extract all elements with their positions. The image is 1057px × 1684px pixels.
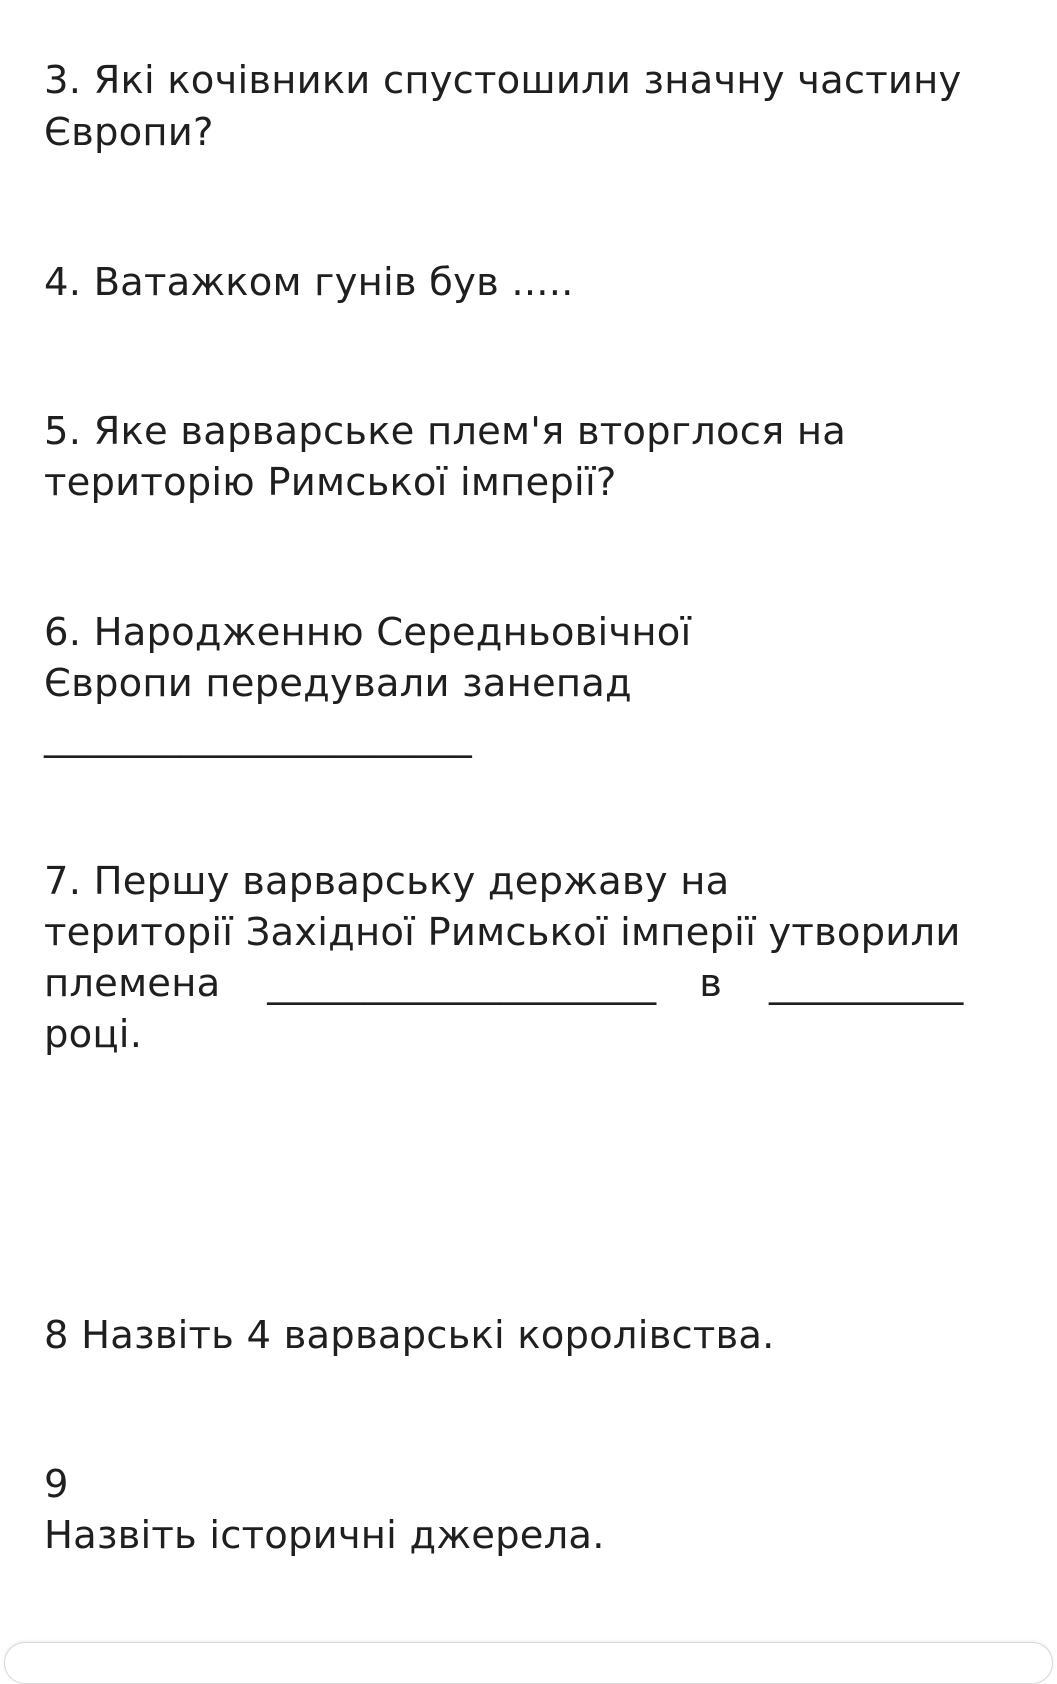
question-4-text: 4. Ватажком гунів був ..... [44, 260, 574, 305]
question-5-line-1: 5. Яке варварське плем'я вторглося на [44, 409, 847, 454]
question-8-text: 8 Назвіть 4 варварські королівства. [44, 1313, 775, 1358]
question-6-answer-blank: ______________________ [44, 714, 472, 759]
question-7-line-3 [44, 959, 963, 1009]
question-5-line-2: територію Римської імперії? [44, 460, 617, 505]
question-7-word-tribes: племена [44, 961, 221, 1006]
question-7-blank-year: __________ [768, 961, 964, 1006]
question-7-line-1: 7. Першу варварську державу на [44, 859, 730, 904]
question-6-line-1: 6. Народженню Середньовічної [44, 610, 692, 655]
question-3-line-1: 3. Які кочівники спустошили значну частину [44, 58, 962, 103]
question-7-blank-tribes: ____________________ [267, 961, 657, 1006]
question-7-line-2: території Західної Римської імперії утворили [44, 910, 961, 955]
bottom-sheet-edge[interactable] [4, 1642, 1053, 1684]
question-7-line-4: році. [44, 1012, 143, 1057]
question-6-line-2: Європи передували занепад [44, 661, 632, 706]
question-9-text: Назвіть історичні джерела. [44, 1513, 605, 1558]
question-7-word-in: в [699, 961, 723, 1006]
question-3-line-2: Європи? [44, 110, 214, 155]
question-9-number: 9 [44, 1462, 69, 1507]
